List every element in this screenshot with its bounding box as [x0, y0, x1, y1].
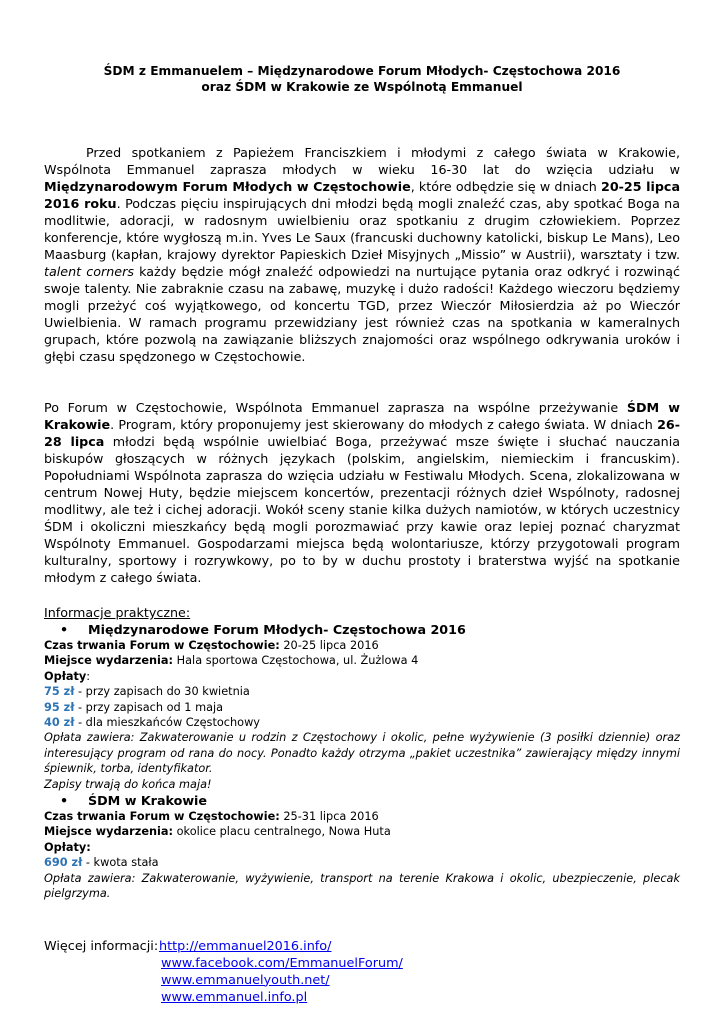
price-desc: - kwota stała: [82, 856, 159, 870]
document-title: [44, 63, 680, 95]
bold-text: ŚDM w Krakowie: [44, 400, 680, 432]
label: Opłaty:: [44, 840, 91, 854]
forum-price-3: [44, 715, 680, 730]
bold-text: Międzynarodowym Forum Młodych w Częstochowie: [44, 179, 411, 194]
more-info-label: Więcej informacji:: [44, 938, 159, 954]
price-desc: - przy zapisach do 30 kwietnia: [74, 685, 250, 699]
price-desc: - przy zapisach od 1 maja: [74, 700, 224, 714]
text: Po Forum w Częstochowie, Wspólnota Emmanuel zaprasza na wspólne przeżywanie: [44, 400, 627, 415]
value: 20-25 lipca 2016: [279, 639, 379, 652]
label: Czas trwania Forum w Częstochowie:: [44, 639, 280, 652]
link-emmanuel2016[interactable]: http://emmanuel2016.info/: [159, 938, 332, 954]
price-amount: 690 zł: [44, 856, 83, 870]
paragraph-forum-intro: [44, 144, 680, 365]
bullet-krakow: [44, 792, 680, 809]
krakow-includes: Opłata zawiera: Zakwaterowanie, wyżywienie, transport na terenie Krakowa i okolic, ubezpieczenie, plecak pielgrzyma.: [44, 871, 680, 901]
value: okolice placu centralnego, Nowa Huta: [173, 825, 391, 839]
forum-price-2: [44, 700, 680, 715]
bullet-icon: •: [60, 793, 69, 809]
link-emmanuelyouth[interactable]: www.emmanuelyouth.net/: [161, 972, 330, 988]
title-line-2: oraz ŚDM w Krakowie ze Wspólnotą Emmanuel: [201, 80, 523, 94]
more-info-links: [161, 938, 403, 1006]
price-amount: 95 zł: [44, 700, 75, 714]
price-amount: 75 zł: [44, 685, 75, 699]
forum-price-1: [44, 684, 680, 699]
krakow-duration: [44, 809, 680, 824]
practical-info-heading: Informacje praktyczne:: [44, 605, 191, 620]
forum-fees-label: [44, 669, 680, 684]
link-emmanuel-pl[interactable]: www.emmanuel.info.pl: [161, 989, 308, 1005]
forum-deadline: Zapisy trwają do końca maja!: [44, 777, 212, 791]
value: Hala sportowa Częstochowa, ul. Żużlowa 4: [173, 654, 419, 668]
colon: :: [86, 669, 91, 683]
bold-dates: 20-25 lipca 2016 roku: [44, 179, 681, 211]
bold-dates: 26-28 lipca: [44, 417, 680, 449]
price-amount: 40 zł: [44, 716, 75, 730]
italic-text: talent corners: [44, 264, 134, 279]
paragraph-krakow-intro: [44, 399, 680, 586]
label: Opłaty: [44, 669, 87, 683]
bullet-icon: •: [60, 622, 69, 637]
text: . Program, który proponujemy jest skierowany do młodych z całego świata. W dniach: [110, 417, 658, 432]
forum-includes: Opłata zawiera: Zakwaterowanie u rodzin z Częstochowy i okolic, pełne wyżywienie (3 posiłki dziennie) oraz interesujący program od rana do nocy. Ponadto każdy otrzyma „pakiet uczestnika” zawierający między innymi śpiewnik, torba, identyfikator.: [44, 731, 680, 776]
label: Czas trwania Forum w Częstochowie:: [44, 810, 280, 824]
krakow-place: [44, 824, 680, 839]
label: Miejsce wydarzenia:: [44, 825, 174, 839]
krakow-fees-label: [44, 840, 680, 855]
title-line-1: ŚDM z Emmanuelem – Międzynarodowe Forum Młodych- Częstochowa 2016: [103, 64, 621, 78]
text: każdy będzie mógł znaleźć odpowiedzi na nurtujące pytania oraz odkryć i rozwinąć swoje talenty. Nie zabraknie czasu na zabawę, muzykę i dużo radości! Każdego wieczoru będziemy mogli przeżyć coś wyjątkowego, od koncertu TGD, przez Wieczór Miłosierdzia aż po Wieczór Uwielbienia. W ramach programu przewidziany jest również czas na spotkania w kameralnych grupach, które pozwolą na zawiązanie bliższych znajomości oraz wspólnego odkrywania uroków i głębi czasu spędzonego w Częstochowie.: [44, 264, 680, 364]
text: Przed spotkaniem z Papieżem Franciszkiem i młodymi z całego świata w Krakowie, Wspólnota Emmanuel zaprasza młodych w wieku 16-30 lat do wzięcia udziału w: [44, 145, 680, 177]
bullet-krakow-title: ŚDM w Krakowie: [88, 793, 207, 809]
link-facebook[interactable]: www.facebook.com/EmmanuelForum/: [161, 955, 403, 971]
more-info: [44, 938, 680, 1006]
price-desc: - dla mieszkańców Częstochowy: [74, 716, 260, 730]
krakow-price: [44, 855, 680, 870]
forum-place: [44, 653, 680, 668]
bullet-forum: [44, 621, 680, 638]
label: Miejsce wydarzenia:: [44, 654, 174, 668]
bullet-forum-title: Międzynarodowe Forum Młodych- Częstochowa 2016: [88, 622, 466, 637]
forum-duration: [44, 638, 680, 653]
text: młodzi będą wspólnie uwielbiać Boga, przeżywać msze święte i słuchać nauczania biskupów głoszących w różnych językach (polskim, angielskim, niemieckim i francuskim). Popołudniami Wspólnota zaprasza do wzięcia udziału w Festiwalu Młodych. Scena, zlokalizowana w centrum Nowej Huty, będzie miejscem koncertów, prezentacji różnych dzieł Wspólnoty, radosnej modlitwy, ale też i cichej adoracji. Wokół sceny stanie kilka dużych namiotów, w których uczestnicy ŚDM i okoliczni mieszkańcy będą mogli porozmawiać przy kawie oraz lepiej poznać charyzmat Wspólnoty Emmanuel. Gospodarzami miejsca będą wolontariusze, którzy przygotowali program kulturalny, sportowy i rozrywkowy, po to by w duchu prostoty i braterstwa wyjść na spotkanie młodym z całego świata.: [44, 434, 680, 585]
text: , które odbędzie się w dniach: [410, 179, 602, 194]
value: 25-31 lipca 2016: [279, 810, 379, 824]
text: . Podczas pięciu inspirujących dni młodzi będą mogli znaleźć czas, aby spotkać Boga na modlitwie, adoracji, w radosnym uwielbieniu oraz spotkaniu z drugim człowiekiem. Poprzez konferencje, które wygłoszą m.in. Yves Le Saux (francuski duchowny katolicki, biskup Le Mans), Leo Maasburg (kapłan, krajowy dyrektor Papieskich Dzieł Misyjnych „Missio” w Austrii), warsztaty i tzw.: [44, 196, 680, 262]
